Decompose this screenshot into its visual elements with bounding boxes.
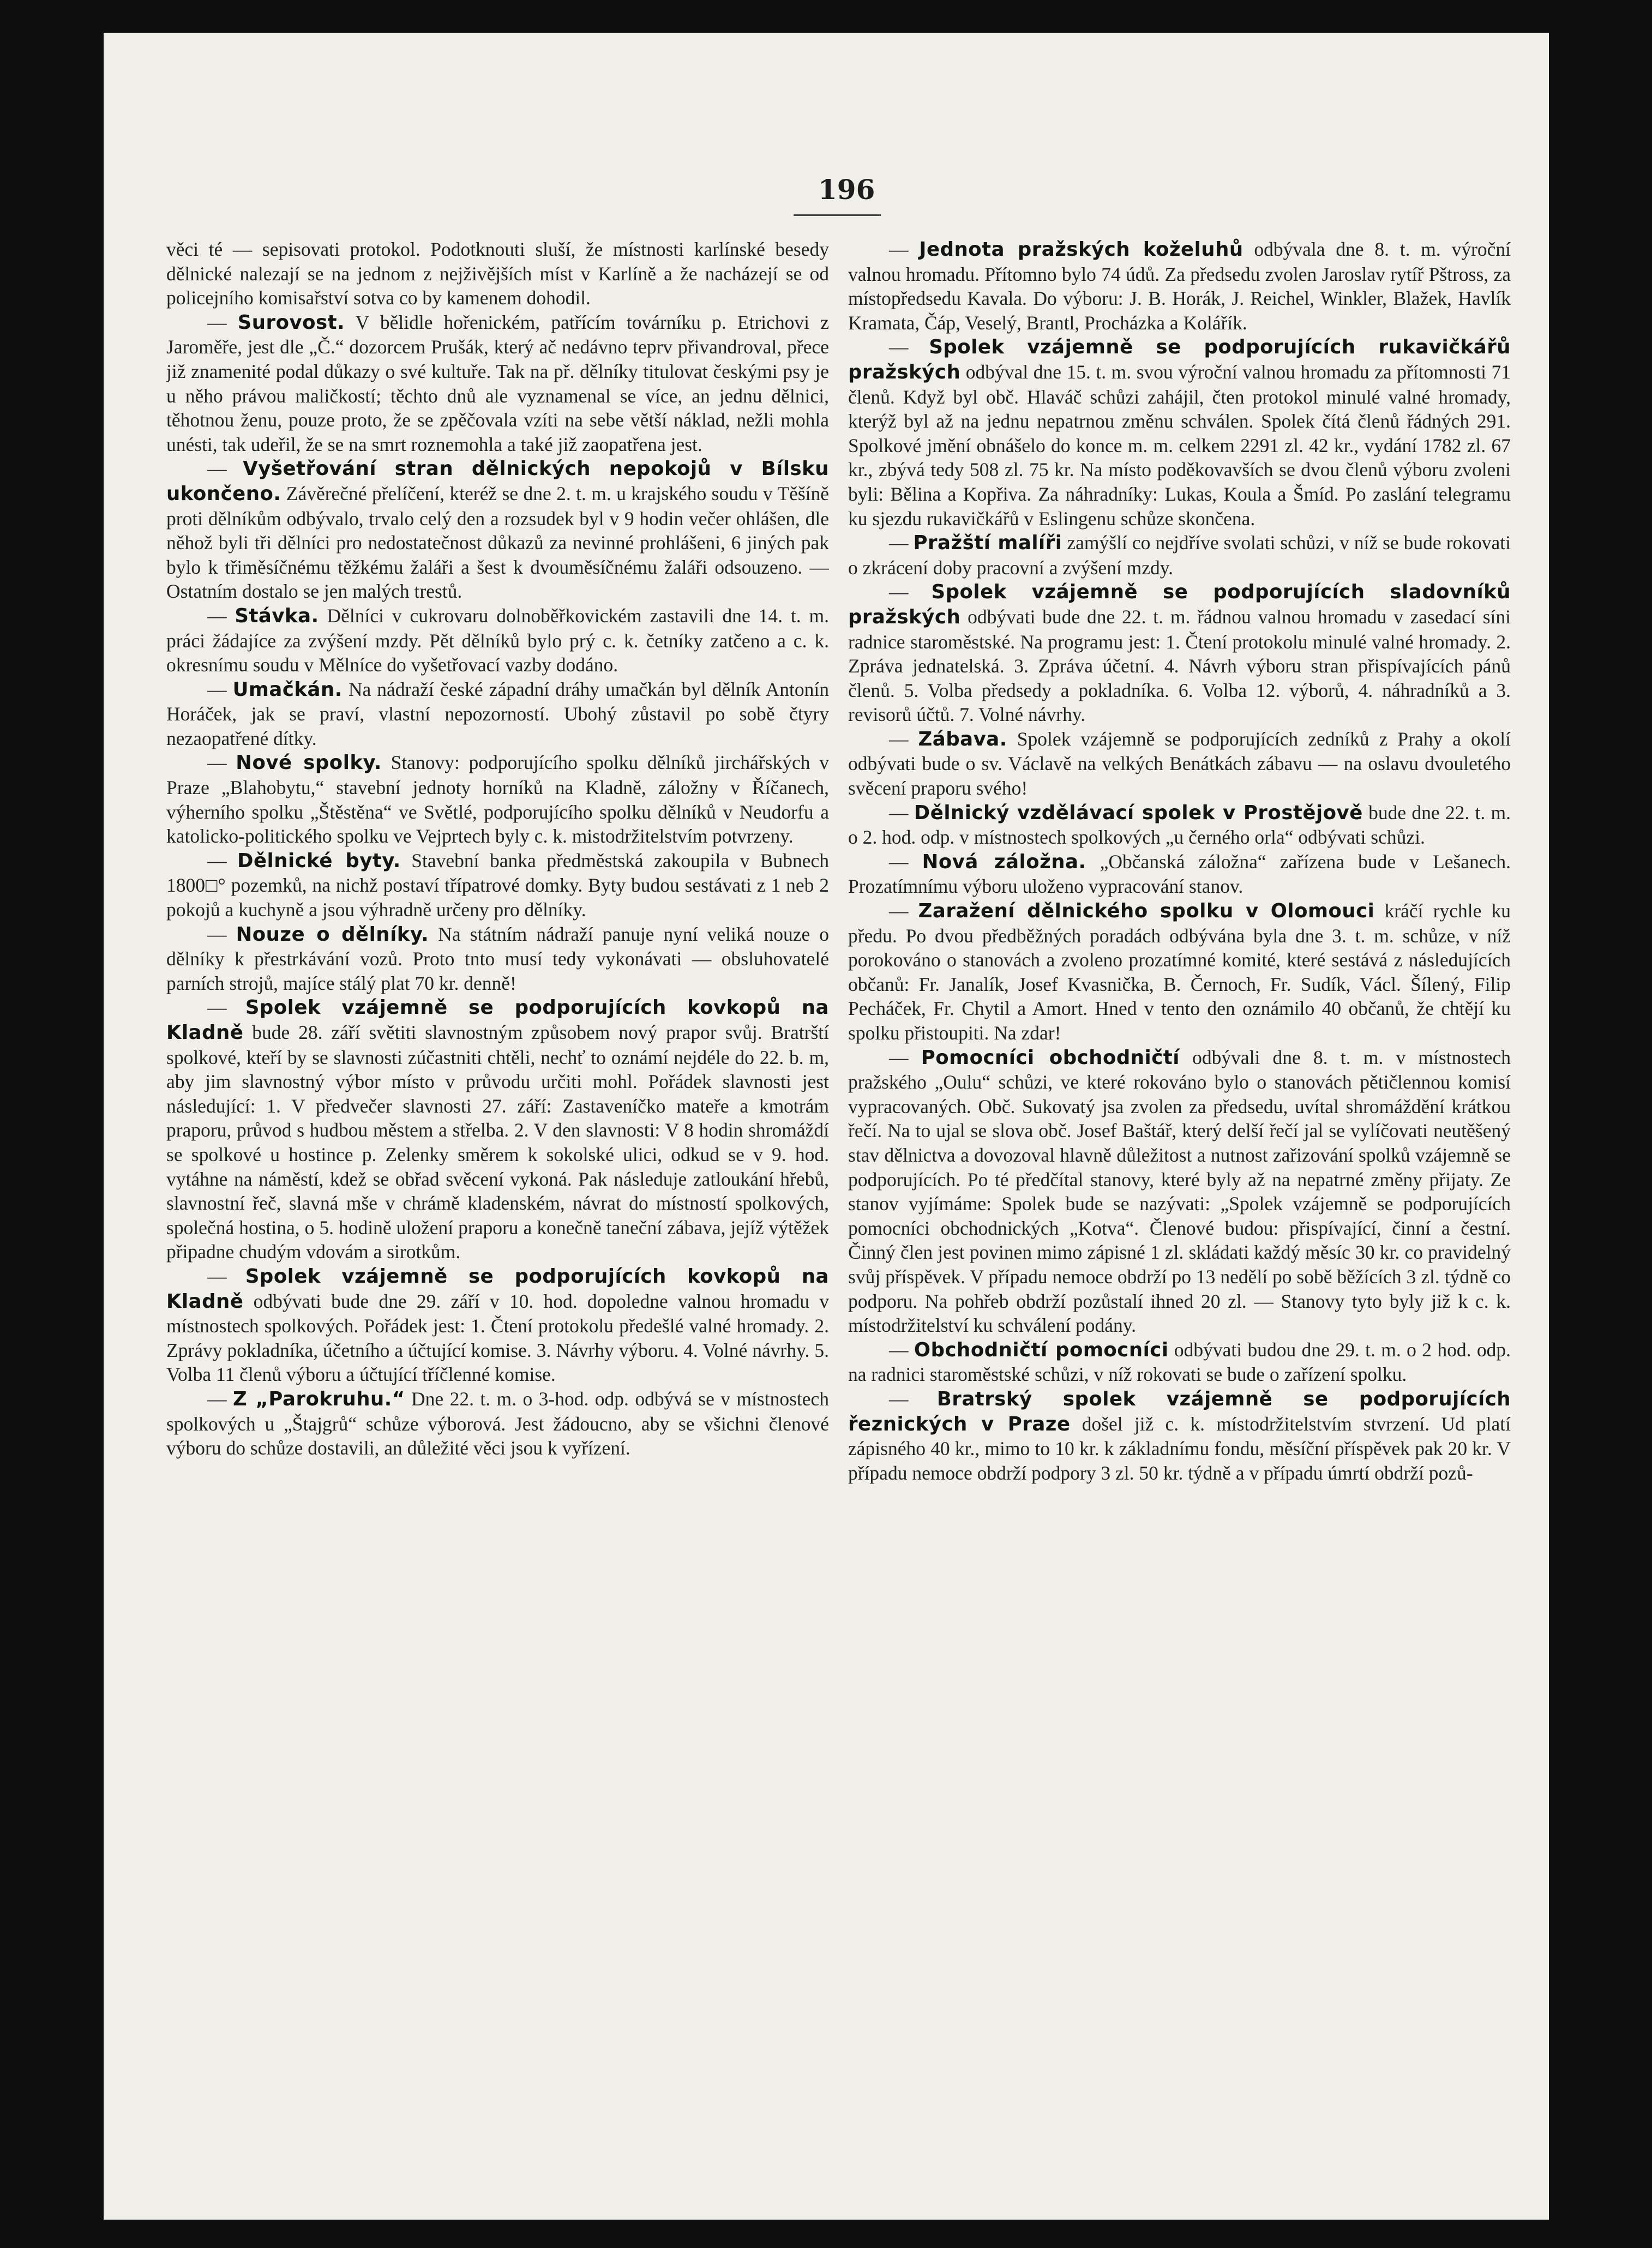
article-heading: Spolek vzájemně se podporujících sladovníků pražských [848,581,1511,628]
article-heading: Dělnický vzdělávací spolek v Prostějově [914,801,1363,824]
article: — Pomocníci obchodničtí odbývali dne 8. t. m. v místnostech pražského „Oulu“ schůzi, ve které rokováno bylo o stanovách pětičlennou komisí vypracovaných. Obč. Sukovatý jsa zvolen za předsedu, uvítal shromáždění krátkou řečí. Na to ujal se slova obč. Josef Baštář, který delší řečí jal se vylíčovati neutěšený stav dělnictva a dovozoval hlavně důležitost a nutnost zařizování spolků vzájemně se podporujících. Po té předčítal stanovy, které byly až na nepatrné změny přijaty. Ze stanov vyjímáme: Spolek bude se nazývati: „Spolek vzájemně se podporujících pomocníci obchodnických „Kotva“. Členové budou: přispívající, činní a čestní. Činný člen jest povinen mimo zápisné 1 zl. skládati každý měsíc 30 kr. co pravidelný svůj příspěvek. V případu nemoce obdrží po 13 nedělí po sobě běžících 3 zl. týdně co podporu. Na pohřeb obdrží pozůstalí ihned 20 zl. — Stanovy tyto byly již k c. k. místodržitelství ku schválení podány. [848,1046,1511,1337]
article-heading: Vyšetřování stran dělnických nepokojů v Bílsku ukončeno. [166,458,829,505]
article: — Stávka. Dělníci v cukrovaru dolnoběřkovickém zastavili dne 14. t. m. práci žádajíce za zvýšení mzdy. Pět dělníků bylo prý c. k. četníky zatčeno a c. k. okresnímu soudu v Mělníce do vyšetřovací vazby dodáno. [166,604,829,676]
article-heading: Spolek vzájemně se podporujících kovkopů na Kladně [166,996,829,1044]
article: — Nouze o dělníky. Na státním nádraží panuje nyní veliká nouze o dělníky k přestrkávání vozů. Proto tnto musí tedy vykonávati — obsluhovatelé parních strojů, majíce stálý plat 70 kr. denně! [166,923,829,994]
article: — Pražští malíři zamýšlí co nejdříve svolati schůzi, v níž se bude rokovati o zkrácení doby pracovní a zvýšení mzdy. [848,532,1511,579]
article: — Spolek vzájemně se podporujících rukavičkářů pražských odbýval dne 15. t. m. svou výroční valnou hromadu za přítomnosti 71 členů. Když byl obč. Hlaváč schůzi zahájil, čten protokol minulé valné hromady, kterýž byl až na jednu nepatrnou změnu schválen. Spolek čítá členů řádných 291. Spolkové jmění obnášelo do konce m. m. celkem 2291 zl. 42 kr., vydání 1782 zl. 67 kr., zbývá tedy 508 zl. 75 kr. Na místo poděkovavších se dvou členů výboru zvoleni byli: Bělina a Kopřiva. Za náhradníky: Lukas, Koula a Šmíd. Po zaslání telegramu ku sjezdu rukavičkářů v Eslingenu schůze skončena. [848,336,1511,530]
article: — Obchodničtí pomocníci odbývati budou dne 29. t. m. o 2 hod. odp. na radnici staroměstské schůzi, v níž rokovati se bude o zařízení spolku. [848,1338,1511,1386]
article: — Spolek vzájemně se podporujících sladovníků pražských odbývati bude dne 22. t. m. řádnou valnou hromadu v zasedací síni radnice staroměstské. Na programu jest: 1. Čtení protokolu minulé valné hromady. 2. Zpráva jednatelská. 3. Zpráva účetní. 4. Návrh výboru stran přispívajících pánů členů. 5. Volba předsedy a pokladníka. 6. Volba 12. výborů, 4. náhradníků a 3. revisorů účtů. 7. Volné návrhy. [848,581,1511,726]
article: — Bratrský spolek vzájemně se podporujících řeznických v Praze došel již c. k. místodržitelstvím stvrzení. Ud platí zápisného 40 kr., mimo to 10 kr. k základnímu fondu, měsíční příspěvek pak 20 kr. V případu nemoce obdrží podpory 3 zl. 50 kr. týdně a v případu úmrtí obdrží pozů- [848,1387,1511,1484]
article: — Nové spolky. Stanovy: podporujícího spolku dělníků jirchářských v Praze „Blahobytu,“ stavební jednoty horníků na Kladně, záložny v Říčanech, výherního spolku „Štěstěna“ ve Světlé, podporujícího spolku dělníků v Neudorfu a katolicko-politického spolku ve Vejprtech byly c. k. mistodržitelstvím potvrzeny. [166,752,829,847]
article-heading: Obchodničtí pomocníci [914,1338,1169,1361]
article-heading: Jednota pražských koželuhů [919,238,1243,261]
article-heading: Nová záložna. [922,850,1086,873]
article-heading: Surovost. [237,311,345,334]
article-heading: Pražští malíři [913,532,1062,555]
page-number-rule [794,214,881,216]
article-heading: Nové spolky. [236,752,382,774]
right-column [848,237,1511,2201]
article: — Z „Parokruhu.“ Dne 22. t. m. o 3-hod. odp. odbývá se v místnostech spolkových u „Štajgrů“ schůze výborová. Jest žádoucno, aby se všichni členové výboru do schůze dostavili, an důležité věci jsou k vyřízení. [166,1387,829,1459]
article: — Dělnické byty. Stavební banka předměstská zakoupila v Bubnech 1800□° pozemků, na nichž postaví třípatrové domky. Byty budou sestávati z 1 neb 2 pokojů a kuchyně a jsou výhradně určeny pro dělníky. [166,849,829,921]
newspaper-page [104,33,1549,2220]
left-column [166,237,829,2201]
article: — Spolek vzájemně se podporujících kovkopů na Kladně odbývati bude dne 29. září v 10. hod. dopoledne valnou hromadu v místnostech spolkových. Pořádek jest: 1. Čtení protokolu předešlé valné hromady. 2. Zprávy pokladníka, účetního a účtující komise. 3. Návrhy výboru. 4. Volné návrhy. 5. Volba 11 členů výboru a účtující tříčlenné komise. [166,1265,829,1386]
article-heading: Zábava. [918,728,1007,750]
article: — Dělnický vzdělávací spolek v Prostějově bude dne 22. t. m. o 2. hod. odp. v místnostech spolkových „u černého orla“ odbývati schůzi. [848,801,1511,849]
article-heading: Z „Parokruhu.“ [232,1387,405,1410]
article-heading: Spolek vzájemně se podporujících rukavičkářů pražských [848,336,1511,383]
article: — Surovost. V bělidle hořenickém, patřícím továrníku p. Etrichovi z Jaroměře, jest dle „Č.“ dozorcem Prušák, který ač nedávno teprv přivandroval, přece již znamenité podal důkazy o své kultuře. Tak na př. dělníky titulovat českými psy je u něho právou maličkostí; těchto dnů ale vyznamenal se více, an jednu dělnici, těhotnou ženu, pouze proto, že se zpěčovala vzíti na sebe větší náklad, nežli mohla unésti, tak udeřil, že se na smrt roznemohla a také již zaopatřena jest. [166,311,829,455]
article-heading: Pomocníci obchodničtí [921,1046,1180,1069]
article: — Zábava. Spolek vzájemně se podporujících zedníků z Prahy a okolí odbývati bude o sv. Václavě na velkých Benátkách zábavu — na oslavu dvouletého svěcení praporu svého! [848,728,1511,800]
article: — Nová záložna. „Občanská záložna“ zařízena bude v Lešanech. Prozatímnímu výboru uloženo vypracování stanov. [848,850,1511,898]
article-heading: Bratrský spolek vzájemně se podporujících řeznických v Praze [848,1387,1511,1435]
article: — Jednota pražských koželuhů odbývala dne 8. t. m. výroční valnou hromadu. Přítomno bylo 74 údů. Za předsedu zvolen Jaroslav rytíř Pštross, za místopředsedu Kavala. Do výboru: J. B. Horák, J. Reichel, Winkler, Blažek, Havlík Kramata, Čáp, Veselý, Brantl, Procházka a Kolářík. [848,238,1511,334]
article: věci té — sepisovati protokol. Podotknouti sluší, že místnosti karlínské besedy dělnické nalezají se na jednom z nejživějších míst v Karlíně a že nacházejí se od policejního komisařství sotva co by kamenem dohodil. [166,238,829,309]
article-heading: Dělnické byty. [237,849,401,872]
article-heading: Nouze o dělníky. [236,923,429,946]
article-heading: Umačkán. [232,678,343,701]
article: — Spolek vzájemně se podporujících kovkopů na Kladně bude 28. září světiti slavnostným způsobem nový prapor svůj. Bratrští spolkové, kteří by se slavnosti zúčastniti chtěli, nechť to oznámí nejdéle do 22. b. m, aby jim slavnostný výbor místo v průvodu určiti mohl. Pořádek slavnosti jest následující: 1. V předvečer slavnosti 27. září: Zastaveníčko mateře a kmotrám praporu, průvod s hudbou městem a střelba. 2. V den slavnosti: V 8 hodin shromáždí se spolkové u hostince p. Zelenky směrem k sokolské ulici, odkud se v 9. hod. vytáhne na náměstí, kdež se obřad svěcení vykoná. Pak následuje zatloukání hřebů, slavnostní řeč, slavná mše v chrámě kladenském, návrat do místností spolkových, společná hostina, o 5. hodině uložení praporu a konečně taneční zábava, jejíž výtěžek připadne chudým vdovám a sirotkům. [166,996,829,1263]
article: — Umačkán. Na nádraží české západní dráhy umačkán byl dělník Antonín Horáček, jak se praví, vlastní nepozorností. Ubohý zůstavil po sobě čtyry nezaopatřené dítky. [166,678,829,749]
article-heading: Zaražení dělnického spolku v Olomouci [918,900,1375,923]
article: — Zaražení dělnického spolku v Olomouci kráčí rychle ku předu. Po dvou předběžných poradách odbývána byla dne 3. t. m. schůze, v níž porokováno o stanovách a zvoleno prozatímné komité, které sestává z následujících občanů: Fr. Janalík, Josef Kvasnička, B. Černoch, Fr. Sudík, Václ. Šílený, Filip Pecháček, Fr. Chytil a Amort. Hned v tento den oznámilo 40 občanů, že chtějí ku spolku přistoupiti. Na zdar! [848,900,1511,1044]
article-heading: Stávka. [235,604,319,627]
article: — Vyšetřování stran dělnických nepokojů v Bílsku ukončeno. Závěrečné přelíčení, kteréž se dne 2. t. m. u krajského soudu v Těšíně proti dělníkům odbývalo, trvalo celý den a rozsudek byl v 9 hodin večer ohlášen, dle něhož byli tři dělníci pro nedostatečnost důkazů za nevinné prohlášeni, 6 jiných pak bylo k třiměsíčnému těžkému žaláři a šest k dvouměsíčnému žaláři odsouzeno. — Ostatním dostalo se jen malých trestů. [166,458,829,603]
page-number: 196 [818,173,875,206]
article-heading: Spolek vzájemně se podporujících kovkopů na Kladně [166,1265,829,1313]
